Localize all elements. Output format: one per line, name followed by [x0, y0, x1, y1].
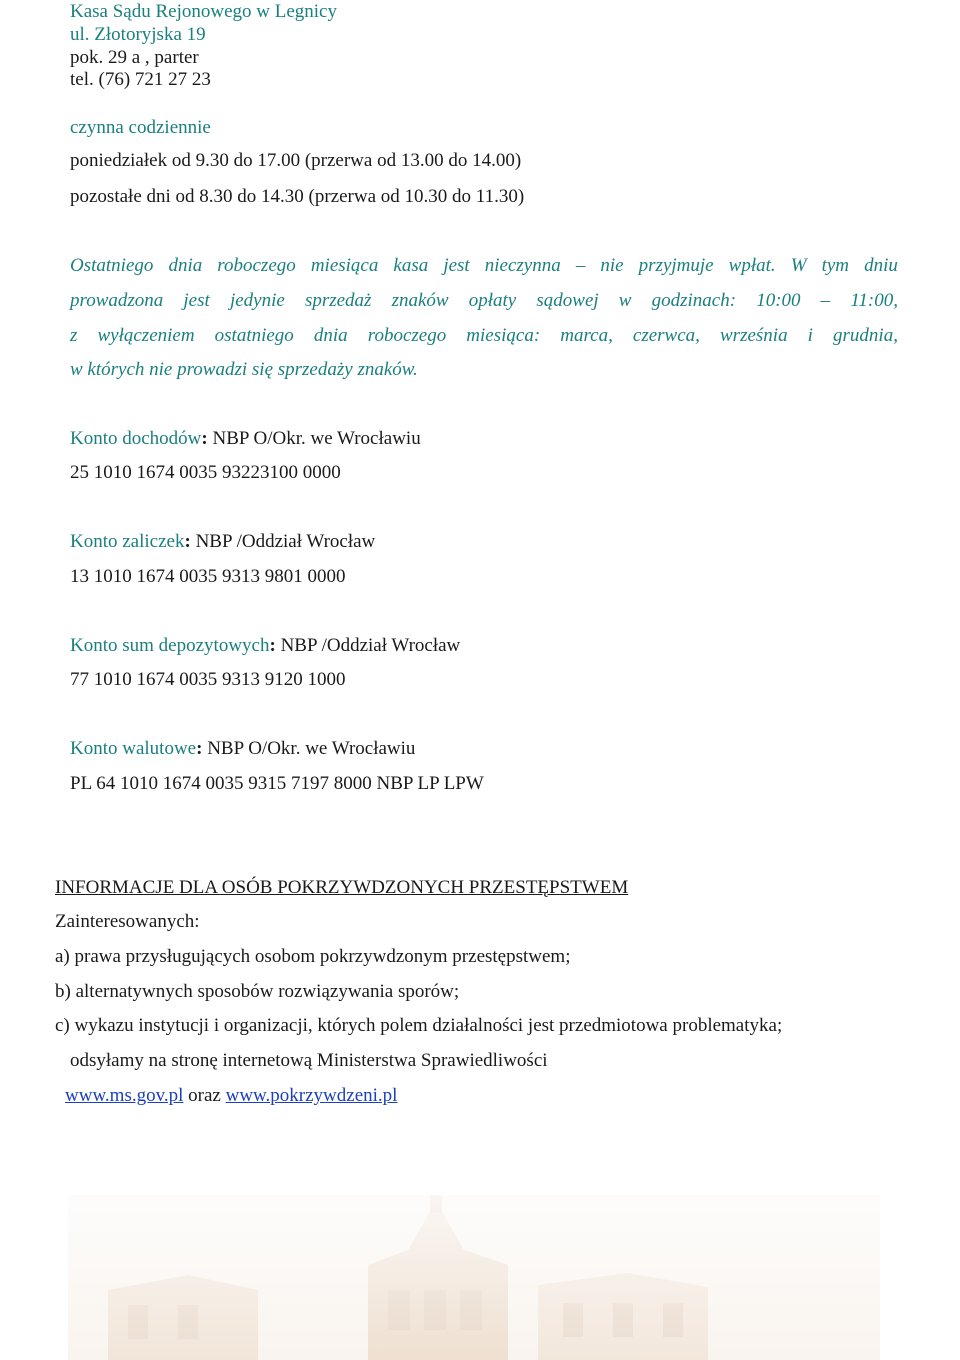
account-number: PL 64 1010 1674 0035 9315 7197 8000 NBP LP LPW [70, 773, 484, 794]
victims-item-a: a) prawa przysługujących osobom pokrzywdzonym przestępstwem; [55, 946, 571, 967]
notice-word: wpłat. [728, 255, 776, 276]
account-label: Konto walutowe [70, 738, 197, 759]
notice-word: 11:00, [850, 290, 898, 311]
victims-item-b: b) alternatywnych sposobów rozwiązywania sporów; [55, 981, 460, 1002]
phone-number: tel. (76) 721 27 23 [70, 69, 211, 90]
court-building-photo [68, 1195, 880, 1360]
victims-intro: Zainteresowanych: [55, 911, 200, 932]
court-building-image [68, 1195, 880, 1360]
notice-word: czerwca, [632, 325, 700, 346]
notice-word: dnia [313, 325, 348, 346]
notice-word: września [720, 325, 788, 346]
notice-word: wyłączeniem [97, 325, 195, 346]
notice-word: grudnia, [833, 325, 898, 346]
account-number: 25 1010 1674 0035 93223100 0000 [70, 462, 341, 483]
account-label: Konto dochodów [70, 428, 202, 449]
address-room: pok. 29 a , parter [70, 47, 199, 68]
notice-word: miesiąca [310, 255, 379, 276]
court-cashier-name: Kasa Sądu Rejonowego w Legnicy [70, 1, 337, 22]
notice-word: roboczego [367, 325, 447, 346]
account-label: Konto sum depozytowych [70, 635, 270, 656]
notice-word: jedynie [229, 290, 285, 311]
notice-line-4: w których nie prowadzi się sprzedaży znaków. [70, 359, 418, 380]
notice-word: tym [821, 255, 850, 276]
account-income: Konto dochodów: NBP O/Okr. we Wrocławiu [70, 428, 421, 449]
notice-word: dnia [168, 255, 203, 276]
notice-word: – [820, 290, 831, 311]
notice-word: kasa [393, 255, 429, 276]
notice-word: roboczego [217, 255, 296, 276]
notice-word: nie [600, 255, 624, 276]
notice-word: ostatniego [214, 325, 294, 346]
account-advances: Konto zaliczek: NBP /Oddział Wrocław [70, 531, 376, 552]
notice-word: i [807, 325, 813, 346]
notice-word: sądowej [536, 290, 599, 311]
notice-word: – [575, 255, 586, 276]
hours-title: czynna codziennie [70, 117, 211, 138]
hours-other-days: pozostałe dni od 8.30 do 14.30 (przerwa od 10.30 do 11.30) [70, 186, 525, 207]
links-connector: oraz [183, 1085, 226, 1106]
hours-monday: poniedziałek od 9.30 do 17.00 (przerwa od 13.00 do 14.00) [70, 150, 522, 171]
notice-word: jest [183, 290, 210, 311]
notice-word: 10:00 [756, 290, 801, 311]
account-number: 77 1010 1674 0035 9313 9120 1000 [70, 669, 346, 690]
notice-word: znaków [391, 290, 449, 311]
notice-word: W [790, 255, 807, 276]
account-bank: NBP O/Okr. we Wrocławiu [212, 428, 421, 449]
notice-word: prowadzona [70, 290, 164, 311]
notice-word: godzinach: [651, 290, 737, 311]
notice-word: opłaty [468, 290, 517, 311]
notice-line-1 [70, 255, 898, 277]
victims-heading: INFORMACJE DLA OSÓB POKRZYWDZONYCH PRZESTĘPSTWEM [55, 877, 629, 898]
notice-word: Ostatniego [70, 255, 154, 276]
notice-word: przyjmuje [638, 255, 714, 276]
notice-word: sprzedaż [304, 290, 372, 311]
victims-links [65, 1085, 397, 1107]
account-deposits: Konto sum depozytowych: NBP /Oddział Wrocław [70, 635, 461, 656]
notice-word: marca, [560, 325, 613, 346]
notice-line-3 [70, 325, 898, 347]
notice-word: z [70, 325, 78, 346]
account-number: 13 1010 1674 0035 9313 9801 0000 [70, 566, 346, 587]
account-currency: Konto walutowe: NBP O/Okr. we Wrocławiu [70, 738, 416, 759]
notice-word: nieczynna [484, 255, 561, 276]
account-bank: NBP /Oddział Wrocław [280, 635, 461, 656]
notice-word: dniu [864, 255, 898, 276]
ms-gov-link[interactable]: www.ms.gov.pl [65, 1085, 184, 1106]
account-label: Konto zaliczek [70, 531, 185, 552]
notice-word: miesiąca: [466, 325, 541, 346]
account-bank: NBP /Oddział Wrocław [195, 531, 376, 552]
victims-item-c: c) wykazu instytucji i organizacji, których polem działalności jest przedmiotowa problematyka; [55, 1015, 783, 1036]
victims-refer: odsyłamy na stronę internetową Ministerstwa Sprawiedliwości [70, 1050, 548, 1071]
notice-word: jest [443, 255, 470, 276]
account-bank: NBP O/Okr. we Wrocławiu [207, 738, 416, 759]
pokrzywdzeni-link[interactable]: www.pokrzywdzeni.pl [225, 1085, 398, 1106]
notice-line-2 [70, 290, 898, 312]
notice-word: w [618, 290, 632, 311]
address-street: ul. Złotoryjska 19 [70, 24, 206, 45]
